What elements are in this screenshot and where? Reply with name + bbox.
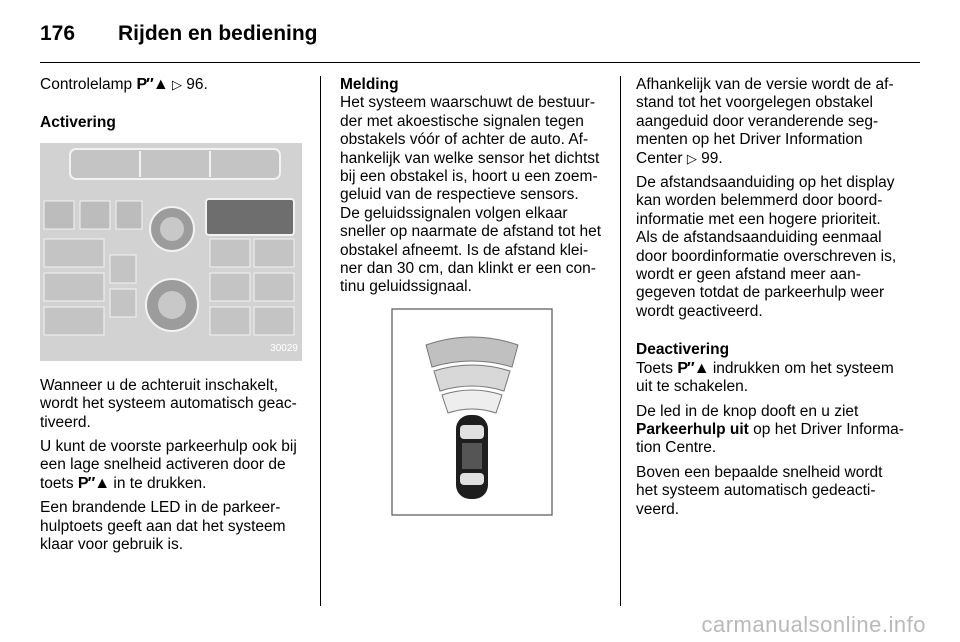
figure-code: 30029 — [270, 343, 298, 355]
column-divider-2 — [620, 76, 621, 606]
led-off-paragraph: De led in de knop dooft en u ziet Parkeerhulp uit op het Driver Information Centre. — [636, 402, 904, 457]
parking-assist-icon: P″▲ — [77, 474, 110, 492]
column-1 — [40, 76, 304, 560]
deactivate-paragraph: Toets P″▲ indrukken om het systeem uit te schakelen. — [636, 359, 894, 396]
page-header — [40, 18, 920, 58]
header-rule — [40, 62, 920, 63]
page-number: 176 — [40, 22, 76, 45]
parking-assist-icon: P″▲ — [677, 359, 709, 377]
column-3 — [636, 76, 904, 525]
parking-assist-off-label: Parkeerhulp uit — [636, 420, 749, 438]
reverse-gear-paragraph: Wanneer u de achteruit inschakelt, wordt het systeem automatisch geactiveerd. — [40, 376, 297, 431]
column-2 — [340, 76, 602, 521]
signal-heading: Melding — [340, 76, 399, 93]
column-divider-1 — [320, 76, 321, 606]
control-panel-figure — [40, 143, 302, 361]
distance-display-figure — [340, 305, 602, 521]
page-ref-arrow-icon: ▷ — [171, 77, 182, 92]
display-paragraph: De afstandsaanduiding op het display kan worden belemmerd door boordinformatie met een hogere prioriteit. Als de afstandsaanduiding eenmaal door boordinformatie overschreven is, wordt er geen afstand meer aangegeven totdat de parkeerhulp weer wordt geactiveerd. — [636, 174, 897, 320]
dic-paragraph: Afhankelijk van de versie wordt de afstand tot het voorgelegen obstakel aangeduid door veranderende segmenten op het Driver Information Center ▷ 99. — [636, 76, 894, 167]
control-lamp-line: Controlelamp P″▲ ▷ 96. — [40, 76, 208, 93]
control-panel-drawing — [40, 143, 302, 361]
led-paragraph: Een brandende LED in de parkeerhulptoets geeft aan dat het systeem klaar voor gebruik is. — [40, 499, 286, 554]
front-assist-paragraph: U kunt de voorste parkeerhulp ook bij een lage snelheid activeren door de toets P″▲ in te drukken. — [40, 438, 297, 492]
signal-paragraph-2: De geluidssignalen volgen elkaar sneller op naarmate de afstand tot het obstakel afneemt. Is de afstand kleiner dan 30 cm, dan klinkt er een continu geluidssignaal. — [340, 204, 602, 296]
auto-deactivation-paragraph: Boven een bepaalde snelheid wordt het systeem automatisch gedeactiveerd. — [636, 463, 883, 518]
page-title: Rijden en bediening — [118, 22, 318, 45]
parking-assist-icon: P″▲ — [136, 76, 168, 93]
activation-heading: Activering — [40, 114, 116, 132]
signal-paragraph-1: Het systeem waarschuwt de bestuurder met akoestische signalen tegen obstakels vóór of achter de auto. Afhankelijk van welke sensor het dichtst bij een obstakel is, hoort u een zoemgeluid van de respectieve sensors. — [340, 94, 600, 204]
page-ref-arrow-icon: ▷ — [686, 150, 697, 166]
distance-display-drawing — [340, 305, 602, 521]
watermark: carmanualsonline.info — [701, 612, 926, 637]
deactivation-heading: Deactivering — [636, 341, 730, 359]
